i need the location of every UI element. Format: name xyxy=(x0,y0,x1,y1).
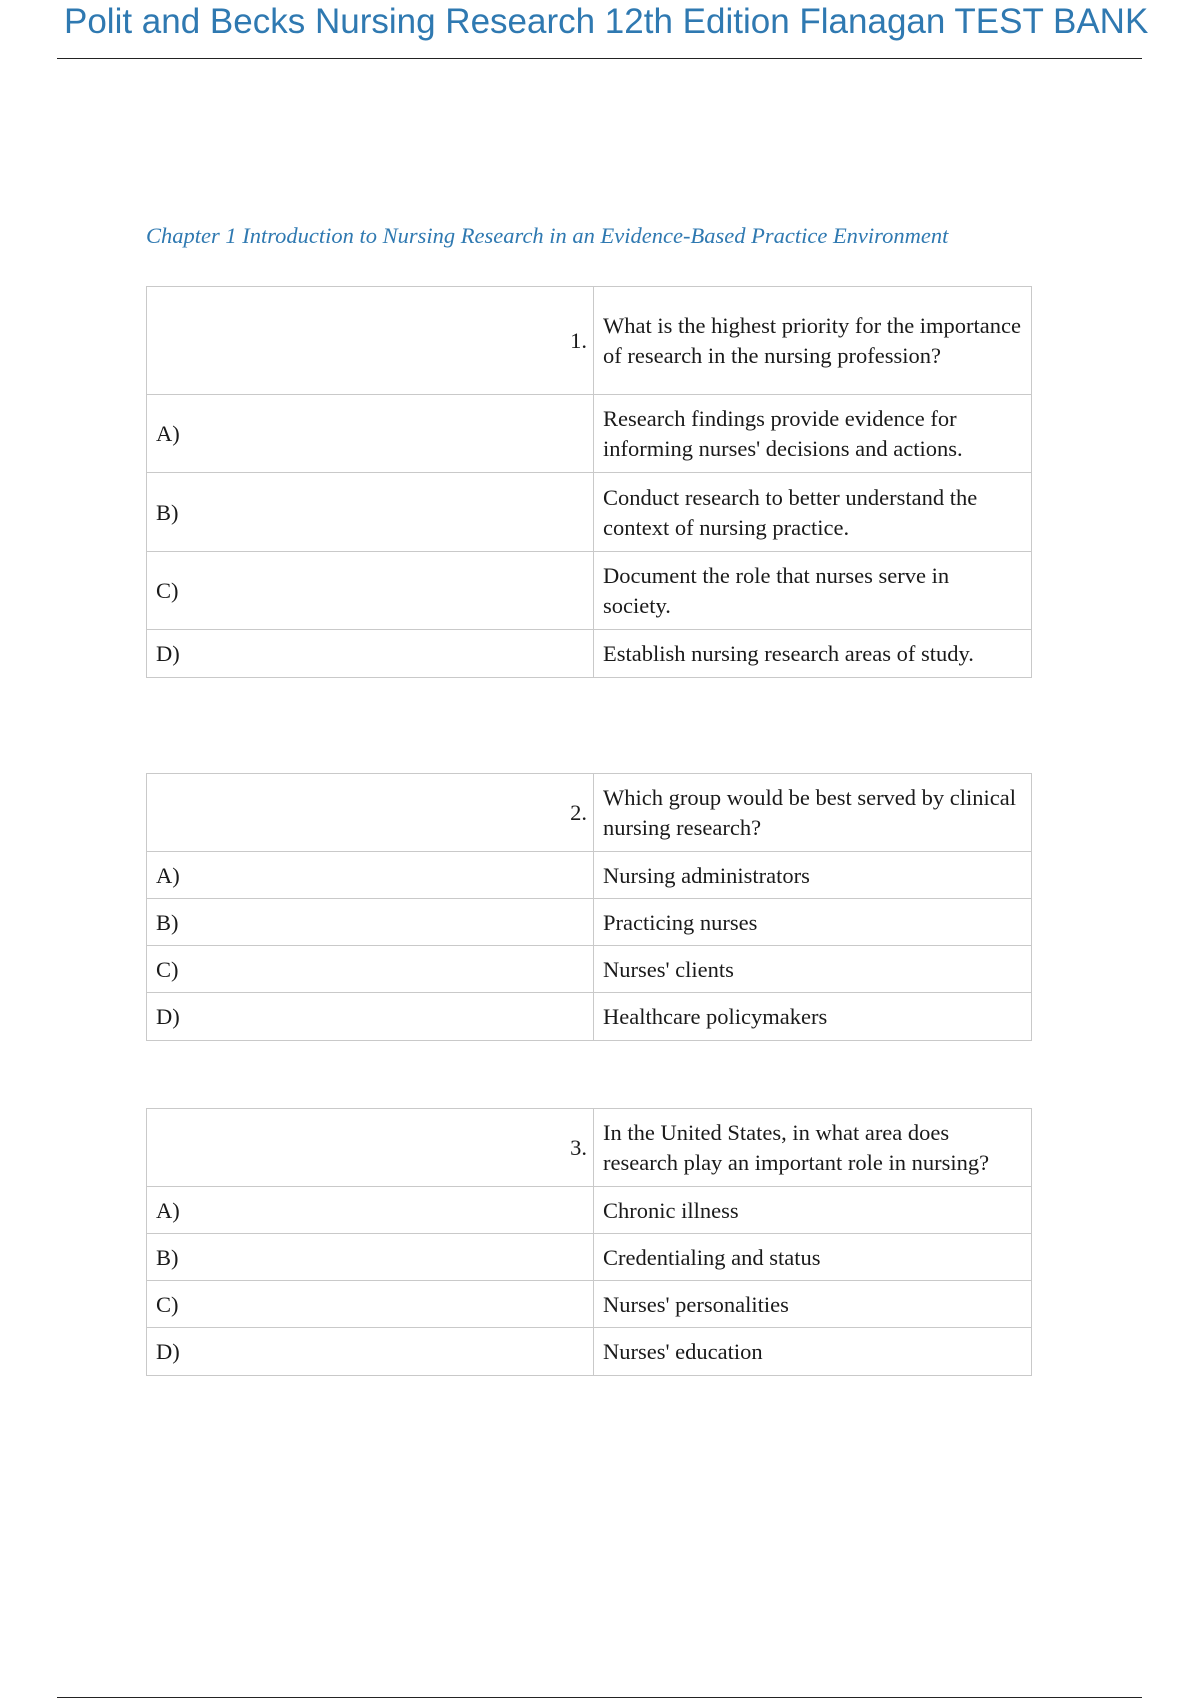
option-row xyxy=(147,1187,1032,1234)
option-letter: A) xyxy=(147,1187,594,1234)
question-text: What is the highest priority for the importance of research in the nursing profession? xyxy=(594,287,1032,395)
option-letter: B) xyxy=(147,1234,594,1281)
question-table xyxy=(146,286,1032,678)
option-letter: C) xyxy=(147,1281,594,1328)
question-number: 1. xyxy=(147,287,594,395)
option-row xyxy=(147,473,1032,552)
option-text: Healthcare policymakers xyxy=(594,993,1032,1041)
option-text: Nursing administrators xyxy=(594,852,1032,899)
option-text: Credentialing and status xyxy=(594,1234,1032,1281)
footer-divider xyxy=(57,1697,1142,1698)
option-row xyxy=(147,946,1032,993)
option-row xyxy=(147,1328,1032,1376)
option-row xyxy=(147,899,1032,946)
option-letter: C) xyxy=(147,946,594,993)
option-letter: D) xyxy=(147,1328,594,1376)
option-letter: A) xyxy=(147,852,594,899)
chapter-heading: Chapter 1 Introduction to Nursing Research in an Evidence-Based Practice Environment xyxy=(146,223,949,248)
option-letter: C) xyxy=(147,552,594,630)
option-text: Practicing nurses xyxy=(594,899,1032,946)
option-text: Nurses' education xyxy=(594,1328,1032,1376)
question-row xyxy=(147,1109,1032,1187)
option-text: Establish nursing research areas of study. xyxy=(594,630,1032,678)
option-row xyxy=(147,1234,1032,1281)
option-letter: A) xyxy=(147,395,594,473)
page-header xyxy=(57,0,1149,59)
question-number: 3. xyxy=(147,1109,594,1187)
option-text: Nurses' clients xyxy=(594,946,1032,993)
option-letter: B) xyxy=(147,899,594,946)
document-title: Polit and Becks Nursing Research 12th Edition Flanagan TEST BANK xyxy=(64,2,1149,41)
question-table xyxy=(146,1108,1032,1376)
option-row xyxy=(147,993,1032,1041)
option-letter: B) xyxy=(147,473,594,552)
option-row xyxy=(147,395,1032,473)
option-text: Nurses' personalities xyxy=(594,1281,1032,1328)
option-letter: D) xyxy=(147,630,594,678)
option-row xyxy=(147,852,1032,899)
question-text: In the United States, in what area does research play an important role in nursing? xyxy=(594,1109,1032,1187)
option-row xyxy=(147,1281,1032,1328)
option-row xyxy=(147,552,1032,630)
question-row xyxy=(147,774,1032,852)
option-letter: D) xyxy=(147,993,594,1041)
option-text: Document the role that nurses serve in society. xyxy=(594,552,1032,630)
option-row xyxy=(147,630,1032,678)
question-table xyxy=(146,773,1032,1041)
option-text: Chronic illness xyxy=(594,1187,1032,1234)
option-text: Research findings provide evidence for informing nurses' decisions and actions. xyxy=(594,395,1032,473)
question-row xyxy=(147,287,1032,395)
question-text: Which group would be best served by clinical nursing research? xyxy=(594,774,1032,852)
option-text: Conduct research to better understand the context of nursing practice. xyxy=(594,473,1032,552)
question-number: 2. xyxy=(147,774,594,852)
